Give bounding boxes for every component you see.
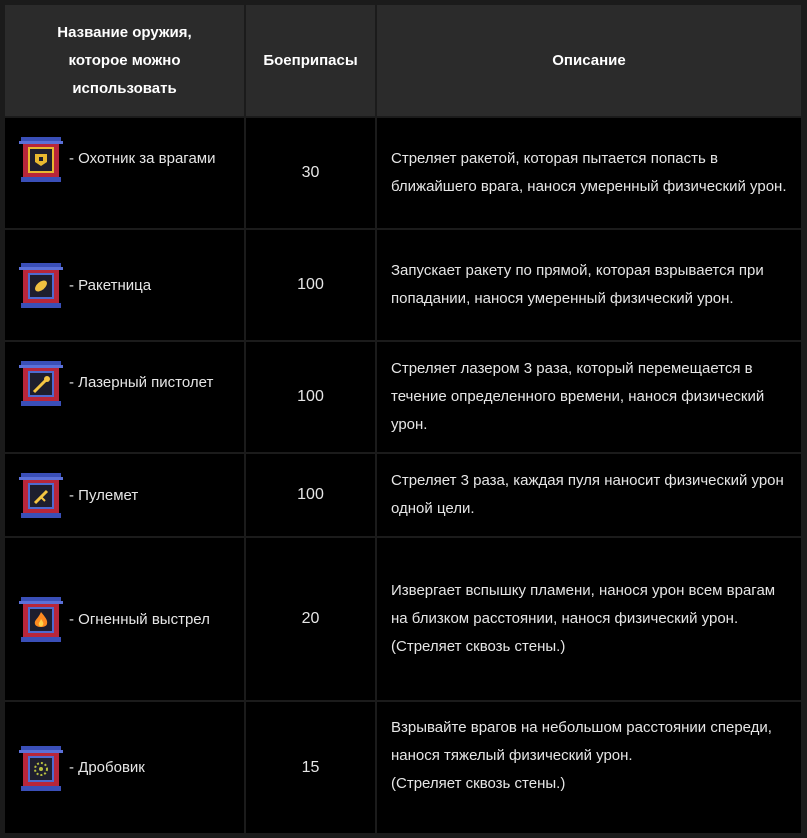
- table-row-weapon: [5, 342, 244, 452]
- weapon-name: - Огненный выстрел: [69, 610, 210, 628]
- table-cell-ammo: 20: [246, 538, 375, 700]
- shotgun-icon: [17, 744, 65, 792]
- table-cell-description: Стреляет лазером 3 раза, который перемещается в течение определенного времени, нанося физический урон.: [377, 342, 801, 452]
- missile-hunter-icon: [17, 135, 65, 183]
- header-ammo: Боеприпасы: [246, 5, 375, 116]
- header-weapon-name: Название оружия, которое можно использовать: [5, 5, 244, 116]
- machine-gun-icon: [17, 471, 65, 519]
- table-cell-description: Запускает ракету по прямой, которая взрывается при попадании, нанося умеренный физический урон.: [377, 230, 801, 340]
- weapon-name: - Охотник за врагами: [69, 149, 216, 167]
- weapon-name: - Пулемет: [69, 486, 139, 504]
- table-row-weapon: [5, 230, 244, 340]
- table-row-weapon: [5, 454, 244, 536]
- table-cell-ammo: 100: [246, 230, 375, 340]
- laser-pistol-icon: [17, 359, 65, 407]
- table-row-weapon: [5, 702, 244, 833]
- table-row-weapon: [5, 118, 244, 228]
- flame-shot-icon: [17, 595, 65, 643]
- table-cell-ammo: 30: [246, 118, 375, 228]
- table-cell-ammo: 100: [246, 454, 375, 536]
- rocket-launcher-icon: [17, 261, 65, 309]
- weapon-name: - Дробовик: [69, 759, 145, 776]
- table-cell-description: Извергает вспышку пламени, нанося урон всем врагам на близком расстоянии, нанося физический урон. (Стреляет сквозь стены.): [377, 538, 801, 700]
- weapon-name: - Лазерный пистолет: [69, 373, 214, 391]
- weapon-name: - Ракетница: [69, 276, 152, 294]
- header-description: Описание: [377, 5, 801, 116]
- table-row-weapon: [5, 538, 244, 700]
- table-cell-ammo: 100: [246, 342, 375, 452]
- table-cell-ammo: 15: [246, 702, 375, 833]
- table-cell-description: Взрывайте врагов на небольшом расстоянии спереди, нанося тяжелый физический урон. (Стреляет сквозь стены.): [377, 702, 801, 833]
- table-cell-description: Стреляет 3 раза, каждая пуля наносит физический урон одной цели.: [377, 454, 801, 536]
- table-cell-description: Стреляет ракетой, которая пытается попасть в ближайшего врага, нанося умеренный физический урон.: [377, 118, 801, 228]
